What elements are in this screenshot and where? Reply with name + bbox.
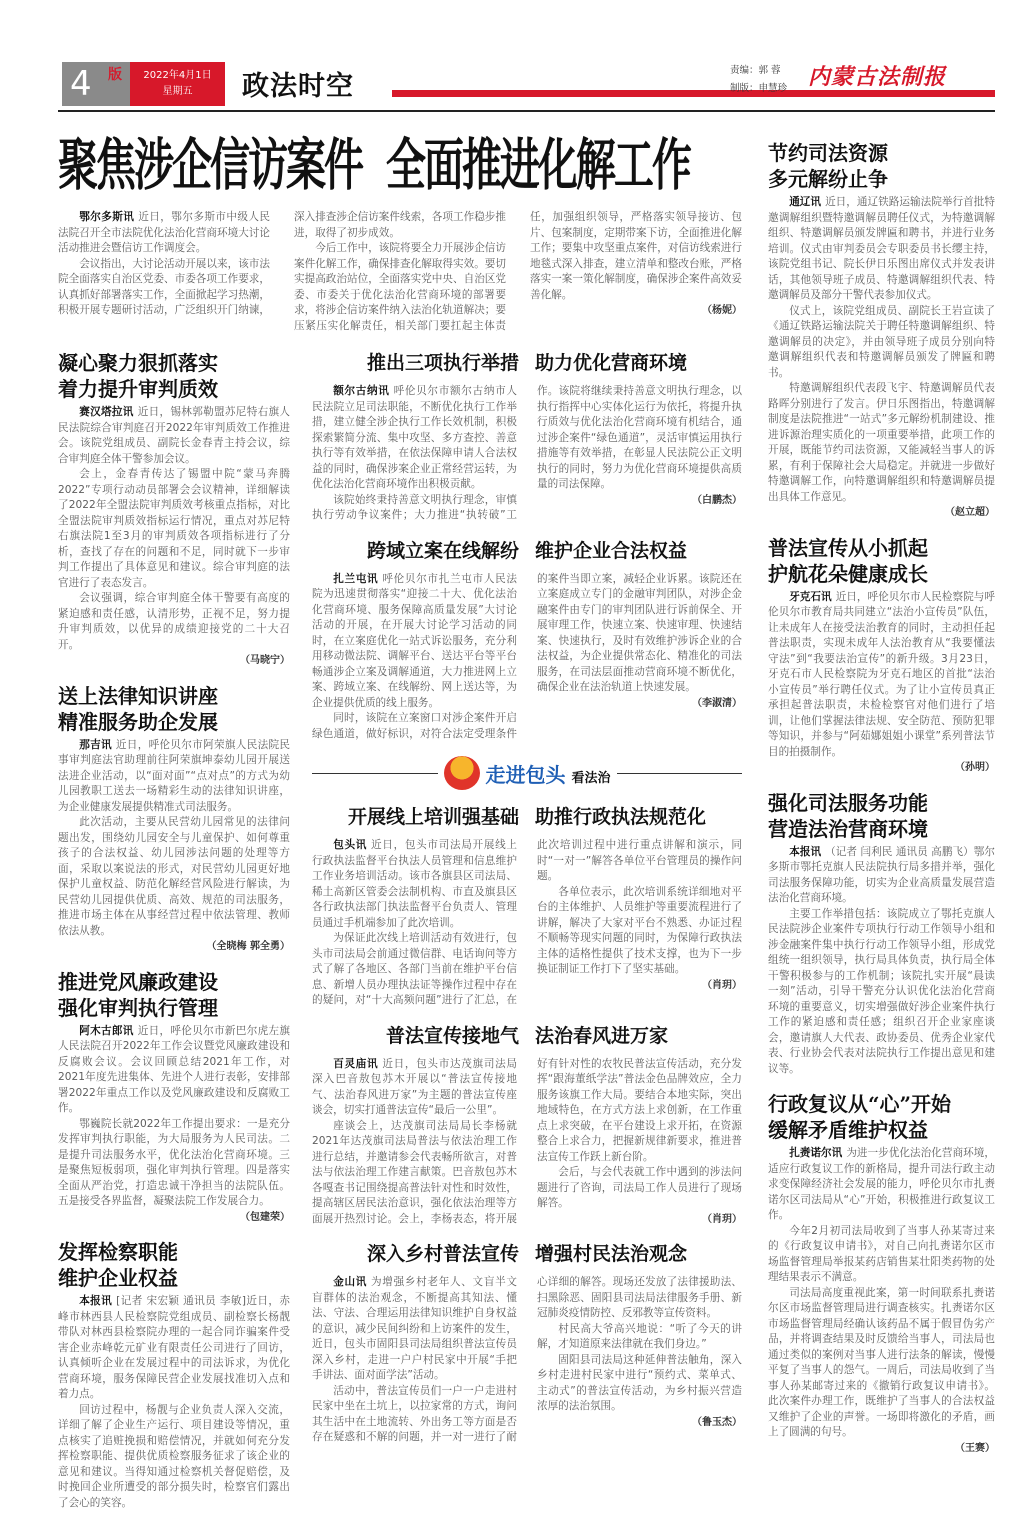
paragraph-text: 近日，包头市司法局开展线上行政执法监督平台执法人员管理和信息维护工作业务培训活动。该市各旗县区司法局、稀土高新区管委会法制机构、市直及旗县区各行政执法部门执法监督平台负责人、管理员通过手机端参加了此次培训。 (312, 839, 517, 929)
byline: （白鹏杰） (692, 494, 742, 506)
byline: （包建荣） (240, 1211, 290, 1223)
issue-weekday: 星期五 (162, 86, 193, 97)
paragraph-text: 近日，包头市达茂旗司法局深入巴音敖包苏木开展以“普法宣传接地气、法治春风进万家”为主题的普法宣传座谈会，切实打通普法宣传“最后一公里”。 (312, 1057, 517, 1116)
paragraph: 司法局高度重视此案，第一时间联系扎赉诺尔区市场监督管理局进行调查核实。扎赉诺尔区市场监督管理局经确认该药品不属于假冒伪劣产品，并将调查结果及时反馈给当事人，司法局也通过类似的案例对当事人进行法条的解读，慢慢平复了当事人的怨气。一周后，司法局收到了当事人孙某邮寄过来的《撤销行政复议申请书》。此次案件办理工作，既维护了当事人的合法权益又维护了企业的声誉。一场即将激化的矛盾，画上了圆满的句号。 (768, 1286, 995, 1438)
lead-headline-wrap (58, 134, 742, 210)
byline: （肖玥） (702, 1213, 742, 1225)
section-title: 政法时空 (242, 71, 354, 102)
article (58, 683, 290, 955)
paragraph (312, 572, 517, 712)
paragraph: 会议指出，大讨论活动开展以来，该市法院全面落实自治区党委、市委各项工作要求，认真抓好部署落实工作，全面掀起学习热潮，积极开展专题研讨活动，广泛组织开门纳谏，深入排查涉企信访案件线索，各项工作稳步推进，取得了初步成效。 (58, 211, 506, 316)
article-title (768, 535, 995, 587)
article-title-line: 普法宣传接地气 (385, 1024, 519, 1047)
paragraph: 特邀调解组织代表段飞宇、特邀调解员代表路晖分别进行了发言。伊日乐图指出，特邀调解制度是法院推进“一站式”多元解纷机制建设、推进诉源治理实质化的一项重要举措，此项工作的开展，既能节约司法资源，又能减轻当事人的诉累，有利于保障社会大局稳定。并就进一步做好特邀调解工作，向特邀调解组织和特邀调解员提出具体工作意见。 (768, 382, 995, 503)
article-title-line: 凝心聚力狠抓落实 (58, 351, 218, 375)
paragraph-text: 呼伦贝尔市额尔古纳市人民法院立足司法职能，不断优化执行工作举措，建立健全涉企执行工作长效机制，积极探索繁简分流、集中攻坚、多方查控、善意执行等有效举措，在依法保障申请人合法权益的同时，确保涉案企业正常经营运转，为优化法治化营商环境作出积极贡献。 (312, 385, 517, 490)
right-column (768, 140, 995, 1470)
article-body (58, 1024, 290, 1226)
header-divider (58, 110, 995, 112)
byline: （杨妮） (702, 305, 742, 316)
article-title (768, 140, 995, 192)
article-title (58, 350, 290, 402)
paragraph-text: 近日，鄂尔多斯市中级人民法院召开全市法院优化法治化营商环境大讨论活动推进会暨信访工作调度会。 (58, 211, 271, 254)
article-title-line: 维护企业合法权益 (535, 539, 688, 562)
article-title (768, 790, 995, 842)
article (58, 350, 290, 669)
dateline: 本报讯 (789, 845, 822, 858)
article-title-line: 行政复议从“心”开始 (768, 1092, 952, 1116)
article-title (58, 1239, 290, 1291)
paragraph: 此次活动，主要从民营幼儿园常见的法律问题出发，围绕幼儿园安全与儿童保护、如何尊重孩子的合法权益、幼儿园涉法问题的处理等方面，采取以案说法的形式，对民营幼儿园更好地保护儿童权益、防范化解经营风险进行解读，为民营幼儿园提供优质、高效、规范的司法服务，推进市场主体在从事经营过程中依法管理、教师依法从教。 (58, 816, 290, 937)
article-title (58, 683, 290, 735)
paragraph: 村民高大爷高兴地说：“听了今天的讲解，才知道原来法律就在我们身边。” (537, 1322, 742, 1350)
article-title-line: 普法宣传从小抓起 (768, 535, 928, 560)
article-title-line: 精准服务助企发展 (58, 709, 218, 734)
paragraph-text: 近日，呼伦贝尔市人民检察院与呼伦贝尔市教育局共同建立“法治小宣传员”队伍，让未成年人在接受法治教育的同时，主动担任起普法职责，实现未成年人法治教育从“我要懂法守法”到“我要法治宣传”的新升级。3月23日，牙克石市人民检察院为牙克石地区的首批“法治小宣传员”举行聘任仪式。为了让小宣传员真正承担起普法职责，未检检察官对他们进行了培训，让他们掌握法律法规、安全防范、预防犯罪等知识，并参与“阿茹娜姐姐小课堂”系列普法节目的拍摄制作。 (768, 590, 996, 758)
article-body (58, 1294, 290, 1511)
dateline: 本报讯 (79, 1295, 113, 1307)
paragraph: 今年2月初司法局收到了当事人孙某寄过来的《行政复议申请书》，对自己向扎赉诺尔区市场监督管理局举报某药店销售某壮阳类药物的处理结果表示不满意。 (768, 1224, 995, 1283)
paragraph-text: 呼伦贝尔市扎兰屯市人民法院为迅速贯彻落实“迎接二十大、优化法治化营商环境、服务保障高质量发展”大讨论活动的开展，在开展大讨论学习活动的同时，在立案庭优化一站式诉讼服务，充分利用移动微法院、调解平台、送达平台等平台畅通涉企立案及调解通道，大力推进网上立案、跨域立案、在线解纷、网上送达等，为企业提供优质的线上服务。 (312, 572, 517, 709)
main-area (58, 134, 742, 1525)
banner-title: 走进包头 (485, 762, 566, 787)
byline: （李淑清） (692, 697, 742, 709)
article-title-line: 跨域立案在线解纷 (366, 539, 519, 562)
paragraph (58, 738, 290, 816)
lead-article-body (58, 210, 742, 334)
byline: （王赛） (955, 1442, 995, 1454)
paragraph (768, 590, 995, 761)
paragraph: 会上，金春青传达了锡盟中院“蒙马奔腾2022”专项行动动员部署会会议精神，详细解读了2022年全盟法院审判质效考核重点指标，对比全盟法院审判质效指标运行情况，重点对苏尼特右旗法院1至3月的审判质效各项指标进行了分析，查找了存在的问题和不足，同时就下一步审判工作提出了具体意见和建议。综合审判庭的法官进行了表态发言。 (58, 468, 290, 589)
article-title-line: 强化审判执行管理 (58, 995, 218, 1020)
byline: （鲁玉杰） (692, 1416, 742, 1428)
dateline: 阿木古郎讯 (79, 1024, 134, 1037)
byline: （全晓梅 郭全勇） (206, 941, 290, 952)
paragraph (312, 1057, 517, 1119)
paragraph-text: 为进一步优化法治化营商环境，适应行政复议工作的新格局，提升司法行政主动求变保障经济社会发展的能力，呼伦贝尔市扎赉诺尔区司法局从“心”开始，积极推进行政复议工作。 (768, 1147, 996, 1221)
dateline: 牙克石讯 (789, 590, 832, 603)
article-title-line: 护航花朵健康成长 (768, 561, 928, 586)
article-body (312, 1275, 742, 1446)
dateline: 鄂尔多斯讯 (79, 211, 135, 223)
header-red-rule (392, 90, 995, 97)
paragraph-text: 近日，呼伦贝尔市阿荣旗人民法院民事审判庭法官助理前往阿荣旗坤泰幼儿园开展送法进企业活动，以“面对面”“点对点”的方式为幼儿园教职工送去一场精彩生动的法律知识讲座，为企业健康发展提供精准式司法服务。 (58, 738, 290, 813)
article-title-line: 推进党风廉政建设 (58, 969, 218, 994)
paragraph-text: 近日，通辽铁路运输法院举行首批特邀调解组织暨特邀调解员聘任仪式，为特邀调解组织、特邀调解员颁发牌匾和聘书，并进行业务培训。仪式由审判委员会专职委员书长缨主持，该院党组书记、院长伊日乐图出席仪式并发表讲话，其他领导班子成员、特邀调解组织代表、特邀调解员及部分干警代表参加仪式。 (768, 196, 996, 301)
article (768, 140, 995, 521)
article-body (312, 572, 742, 743)
banner-rule-left (312, 773, 438, 774)
lead-headline: 聚焦涉企信访案件 全面推进化解工作 (58, 132, 690, 199)
lower-columns (58, 350, 742, 1525)
paragraph: 同时，该院在立案窗口对涉企案件开启绿色通道，做好标识，对符合法定受理条件的案件当即立案，减轻企业诉累。该院还在立案庭成立专门的金融审判团队，对涉企金融案件由专门的审判团队进行诉前保全、开展审理工作，快速立案、快速审理、快速结案、快速执行，及时有效维护涉诉企业的合法权益，为企业提供常态化、精准化的司法服务，在司法层面推动营商环境不断优化，确保企业在法治轨道上快速发展。 (312, 572, 742, 740)
article-title-line: 助推行政执法规范化 (535, 806, 707, 828)
paragraph: 活动中，普法宣传员们一户一户走进村民家中坐在土坑上，以拉家常的方式，询问其生活中在土地流转、外出务工等方面是否存在疑惑和不解的问题，并一对一进行了耐心详细的解答。现场还发放了法律援助法、扫黑除恶、固阳县司法局法律服务手册、新冠肺炎疫情防控、反邪教等宣传资料。 (312, 1276, 742, 1443)
article-title (312, 1023, 742, 1049)
paragraph: 回访过程中，杨靓与企业负责人深入交流，详细了解了企业生产运行、项目建设等情况，重点核实了追赃挽损和赔偿情况，并就如何充分发挥检察职能、提供优质检察服务征求了该企业的意见和建议。当得知通过检察机关督促赔偿，及时挽回企业所遭受的部分损失时，检察官们露出了会心的笑容。 (58, 1403, 290, 1509)
paragraph: 固阳县司法局这种延伸普法触角，深入乡村走进村民家中进行“预约式、菜单式、主动式”的普法宣传活动，为乡村振兴营造浓厚的法治氛围。 (537, 1353, 742, 1412)
article-body (312, 838, 742, 1009)
dateline: 包头讯 (333, 839, 368, 851)
paragraph (768, 195, 995, 304)
paragraph (58, 210, 270, 257)
article-title-line: 维护企业权益 (58, 1266, 178, 1290)
article-body (768, 845, 995, 1078)
page-label: 版 (108, 67, 122, 83)
byline: （孙明） (955, 762, 995, 773)
article-title-line: 缓解矛盾维护权益 (768, 1118, 928, 1142)
article-title-line: 深入乡村普法宣传 (366, 1243, 519, 1265)
article-title-line: 法治春风进万家 (535, 1024, 669, 1047)
dateline: 扎赉诺尔讯 (789, 1147, 843, 1159)
byline: （肖玥） (702, 979, 742, 991)
left-column (58, 350, 290, 1525)
article-body (768, 195, 995, 521)
editor: 责编：郭 蓉 (730, 65, 781, 76)
dateline: 额尔古纳讯 (333, 385, 390, 397)
article-title-line: 强化司法服务功能 (768, 790, 928, 815)
banner-sun-logo-icon (444, 756, 480, 790)
article-body (768, 590, 995, 776)
article-title-line: 节约司法资源 (768, 141, 888, 165)
dateline: 扎兰屯讯 (333, 572, 379, 585)
paragraph: 座谈会上，达茂旗司法局局长李杨就2021年达茂旗司法局普法与依法治理工作进行总结，并邀请参会代表畅所欲言，对普法与依法治理工作建言献策。巴音敖包苏木各嘎查书记围绕提高普法针对性和时效性，提高辖区居民法治意识，强化依法治理等方面展开热烈讨论。会上，李杨表态，将开展好有针对性的农牧民普法宣传活动，充分发挥“跟海董纸学法”普法金色品牌效应，全力服务该旗工作大局。要结合本地实际，突出地域特色，在方式方法上求创新，在工作重点上求突破，在平台建设上求开拓，在资源整合上求合力，把握新规律新要求，推进普法宣传工作跃上新台阶。 (312, 1057, 742, 1225)
issue-date-box (130, 62, 225, 106)
article (312, 804, 742, 1009)
article-title-line: 增强村民法治观念 (535, 1243, 688, 1265)
paragraph: 今后工作中，该院将要全力开展涉企信访案件化解工作，确保排查化解取得实效。要切实提高政治站位，全面落实党中央、自治区党委、市委关于优化法治化营商环境的部署要求，将涉企信访案件纳入法治化轨道解决；要压紧压实化解责任，相关部门要扛起主体责任，加强组织领导，严格落实领导接访、包片、包案制度，定期带案下访，全面推进化解工作；要集中攻坚重点案件，对信访线索进行地毯式深入排查，建立清单和整改台账，严格落实一案一策化解制度，确保涉企案件高效妥善化解。 (294, 211, 742, 332)
article (312, 1023, 742, 1228)
issue-date: 2022年4月1日 (143, 70, 212, 81)
paragraph-text: [记者 宋宏颖 通讯员 李敏]近日，赤峰市林西县人民检察院党组成员、副检察长杨靓带队对林西县检察院办理的一起合同诈骗案件受害企业赤峰乾元矿业有限责任公司进行了回访，认真倾听企业在发展过程中的司法诉求，为优化营商环境，服务保障民营企业发展找准切入点和着力点。 (58, 1295, 291, 1400)
paragraph: 为保证此次线上培训活动有效进行，包头市司法局会前通过微信群、电话询问等方式了解了各地区、各部门当前在维护平台信息、新增人员办理执法证等操作过程中存在的疑问，对“十大高频问题”进行了汇总，在此次培训过程中进行重点讲解和演示，同时“一对一”解答各单位平台管理员的操作问题。 (312, 839, 742, 1006)
article-title (58, 969, 290, 1021)
paragraph (312, 838, 517, 931)
article (768, 535, 995, 776)
article-body (58, 405, 290, 669)
article (312, 538, 742, 743)
article-title (312, 350, 742, 376)
article-title-line: 助力优化营商环境 (535, 352, 688, 374)
article (768, 1091, 995, 1456)
paragraph-text: 近日，呼伦贝尔市新巴尔虎左旗人民法院召开2022年工作会议暨党风廉政建设和反腐败会议。会议回顾总结2021年工作，对2021年度先进集体、先进个人进行表彰，安排部署2022年重点工作以及党风廉政建设和反腐败工作。 (58, 1024, 291, 1114)
article (312, 350, 742, 524)
paragraph (58, 1024, 290, 1117)
article-body (768, 1146, 995, 1456)
newspaper-logo: 内蒙古法制报 (808, 64, 947, 90)
article-title (312, 538, 742, 564)
article (58, 1239, 290, 1511)
dateline: 赛汉塔拉讯 (79, 406, 134, 418)
middle-column (312, 350, 742, 1460)
paragraph (768, 1146, 995, 1224)
paragraph: 各单位表示，此次培训系统详细地对平台的主体维护、人员维护等重要流程进行了讲解，解决了大家对平台不熟悉、办证过程不顺畅等现实问题的同时，为保障行政执法主体的适格性提供了技术支撑，也为下一步换证制证工作打下了坚实基础。 (537, 885, 742, 975)
paragraph: 仪式上，该院党组成员、副院长王岩宣读了《通辽铁路运输法院关于聘任特邀调解组织、特邀调解员的决定》，并由领导班子成员分别向特邀调解组织代表和特邀调解员颁发了牌匾和聘书。 (768, 304, 995, 379)
article (312, 1241, 742, 1446)
paragraph (768, 845, 995, 907)
paragraph: 会后，与会代表就工作中遇到的涉法问题进行了咨询，司法局工作人员进行了现场解答。 (537, 1166, 742, 1209)
article-title-line: 送上法律知识讲座 (58, 683, 218, 708)
paragraph (58, 1294, 290, 1403)
article-title (768, 1091, 995, 1143)
banner (312, 756, 742, 790)
paragraph: 鄂巍院长就2022年工作提出要求：一是充分发挥审判执行职能，为大局服务为人民司法。二是提升司法服务水平，优化法治化营商环境。三是聚焦短板弱项，强化审判执行管理。四是落实全面从严治党，打造忠诚干净担当的法院队伍。五是接受各界监督，凝聚法院工作发展合力。 (58, 1117, 290, 1207)
paragraph-text: （记者 闫利民 通讯员 高鹏飞）鄂尔多斯市鄂托克旗人民法院执行局多措并举，强化司法服务保障功能，切实为企业高质量发展营造法治化营商环境。 (768, 845, 995, 904)
article (768, 790, 995, 1078)
article-body (58, 738, 290, 955)
article (58, 969, 290, 1226)
banner-rule-right (617, 773, 743, 774)
dateline: 百灵庙讯 (333, 1057, 379, 1070)
paragraph: 主要工作举措包括：该院成立了鄂托克旗人民法院涉企业案件专项执行行动工作领导小组和涉金融案件集中执行行动工作领导小组，形成党组统一组织领导，执行局具体负责，执行局全体干警积极参与的工作机制；该院扎实开展“晨读一刻”活动，引导干警充分认识优化法治化营商环境的重要意义，切实增强做好涉企业案件执行工作的紧迫感和责任感；组织召开企业家座谈会，邀请旗人大代表、政协委员、优秀企业家代表、行业协会代表对法院执行工作提出意见和建议等。 (768, 907, 995, 1075)
article-title-line: 开展线上培训强基础 (347, 806, 519, 828)
article-title-line: 着力提升审判质效 (58, 377, 218, 401)
editor-credits (730, 62, 787, 98)
article-title (312, 804, 742, 830)
paragraph (58, 405, 290, 467)
paragraph-text: 近日，锡林郭勒盟苏尼特右旗人民法院综合审判庭召开2022年审判质效工作推进会。该院党组成员、副院长金春青主持会议，综合审判庭全体干警参加会议。 (58, 406, 291, 465)
paragraph: 该院始终秉持善意文明执行理念，审慎执行劳动争议案件；大力推进“执转破”工作。该院将继续秉持善意文明执行理念，以执行指挥中心实体化运行为依托，将提升执行质效与优化法治化营商环境有机结合，通过涉企案件“绿色通道”，灵活审慎运用执行措施等有效举措，在彰显人民法院公正文明执行的同时，努力为优化营商环境提供高质量的司法保障。 (312, 385, 742, 521)
article-body (312, 384, 742, 524)
byline: （马晓宁） (240, 655, 290, 666)
byline: （赵立超） (945, 507, 995, 518)
article-title (312, 1241, 742, 1267)
dateline: 通辽讯 (789, 196, 822, 208)
dateline: 那吉讯 (79, 738, 112, 751)
article-title-line: 多元解纷止争 (768, 167, 888, 191)
banner-subtitle: 看法治 (571, 771, 611, 786)
paragraph: 会议强调，综合审判庭全体干警要有高度的紧迫感和责任感，认清形势，正视不足，努力提升审判质效，以优异的成绩迎接党的二十大召开。 (58, 592, 290, 651)
article-title-line: 营造法治营商环境 (768, 816, 928, 841)
paragraph-text: 为增强乡村老年人、文盲半文盲群体的法治观念，不断提高其知法、懂法、守法、合理运用法律知识维护自身权益的意识，减少民间纠纷和上访案件的发生，近日，包头市固阳县司法局组织普法宣传员深入乡村，走进一户户村民家中开展“手把手讲法、面对面学法”活动。 (312, 1276, 517, 1381)
paragraph (312, 384, 517, 493)
article-body (312, 1057, 742, 1228)
page-number: 4 (62, 62, 130, 106)
dateline: 金山讯 (333, 1276, 368, 1288)
paragraph (312, 1275, 517, 1384)
article-title-line: 发挥检察职能 (58, 1240, 178, 1264)
layout-editor: 制版：申慧珍 (730, 83, 788, 94)
article-title-line: 推出三项执行举措 (366, 352, 519, 374)
